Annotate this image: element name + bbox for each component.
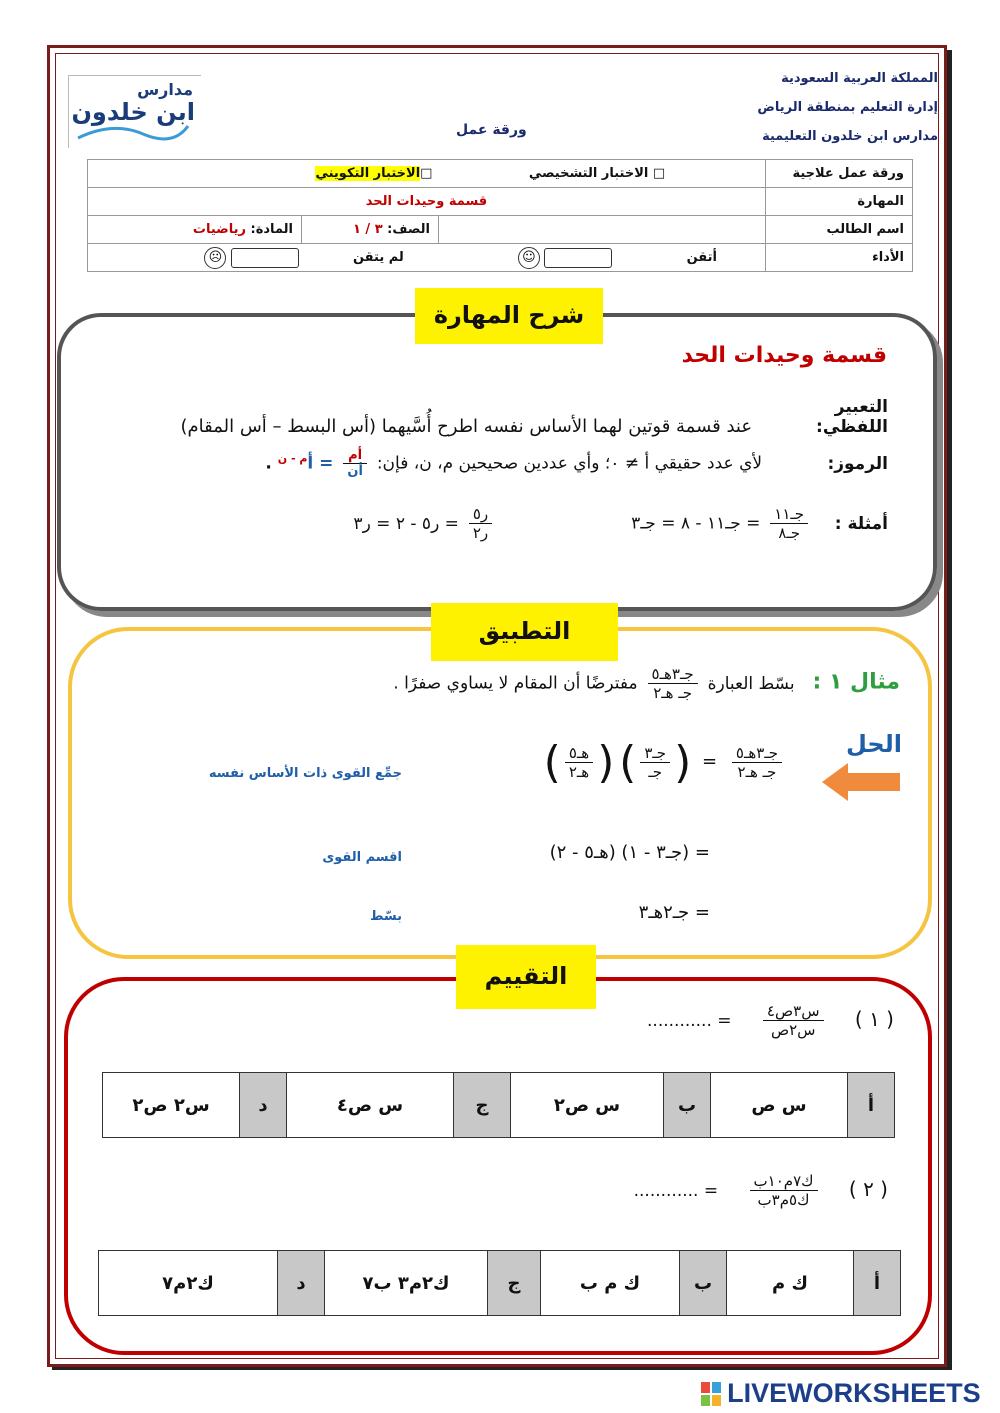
step-1-num: جـ٣هـ٥ — [732, 744, 782, 763]
step-2-expression: = (جـ٣ - ١) (هـ٥ - ٢) — [549, 842, 710, 863]
step-1-factor-2 — [565, 744, 593, 781]
formative-label: الاختبار التكويني — [315, 166, 421, 181]
info-table — [87, 159, 913, 272]
solution-step-1: $\frac{\text{جـ٣هـ٥}}{\text{جـ هـ٢}}$ = ( $\frac{\text{جـ٣}}{\text{جـ}}$ ) ( $\frac{\text{هـ٥}}{\text{هـ٢}}$ ) — [544, 737, 786, 788]
q2-option-d[interactable]: ك٢م٧ — [99, 1251, 278, 1316]
q2-option-a[interactable]: ك م — [727, 1251, 854, 1316]
mastered-label: أتقن — [686, 250, 717, 265]
q1-option-d-value[interactable]: س٢ ص٢ — [103, 1073, 240, 1138]
question-fraction — [648, 665, 698, 702]
sheet-title: ورقة عمل — [456, 122, 527, 138]
example-2-fraction — [469, 505, 492, 542]
subject-label: المادة: — [250, 222, 293, 237]
liveworksheets-logo-icon — [700, 1381, 722, 1407]
example-2-num: ر٥ — [469, 505, 492, 524]
diagnostic-checkbox[interactable]: □ — [652, 166, 666, 181]
assumption-text: مفترضًا أن المقام لا يساوي صفرًا . — [393, 673, 638, 694]
step-2-note: اقسم القوى — [322, 850, 402, 865]
header-school: مدارس ابن خلدون التعليمية — [762, 129, 938, 144]
performance-label: الأداء — [766, 244, 913, 272]
question-2-options — [98, 1250, 901, 1316]
frame-shadow-right — [947, 50, 952, 1370]
q1-option-a[interactable]: س ص — [711, 1073, 848, 1138]
question-1-fraction — [763, 1002, 824, 1039]
examples-label: أمثلة : — [834, 513, 888, 534]
example-1 — [502, 505, 812, 542]
example-label: مثال ١ : — [812, 669, 900, 695]
happy-face-icon: ☺ — [518, 247, 540, 269]
skill-label: المهارة — [766, 188, 913, 216]
example-1-rest: = جـ١١ - ٨ = جـ٣ — [631, 513, 761, 534]
student-name-field[interactable] — [439, 216, 766, 244]
q2-option-d-label: د — [278, 1251, 325, 1316]
q1-option-c-label: ج — [454, 1073, 511, 1138]
example-1-den: جـ٨ — [778, 524, 801, 542]
info-test-options — [88, 160, 766, 188]
logo-main-text: ابن خلدون — [71, 98, 195, 126]
info-row-type — [88, 160, 913, 188]
verbal-text: عند قسمة قوتين لهما الأساس نفسه اطرح أُسَّيهما (أس البسط – أس المقام) — [180, 416, 753, 437]
simplify-word: بسّط العبارة — [707, 673, 795, 694]
not-mastered-label: لم يتقن — [352, 250, 404, 265]
question-1-number: ( ١ ) — [854, 1006, 894, 1031]
info-row-skill — [88, 188, 913, 216]
explanation-title: قسمة وحيدات الحد — [681, 343, 887, 368]
question-2-fraction — [750, 1172, 818, 1209]
question-num: جـ٣هـ٥ — [648, 665, 698, 684]
header-administration: إدارة التعليم بمنطقة الرياض — [757, 100, 938, 115]
symbols-fraction-den: أن — [347, 464, 363, 479]
footer-brand — [700, 1378, 981, 1406]
step-1-factor-1-num: جـ٣ — [640, 744, 670, 763]
examples-row — [88, 505, 888, 542]
question-2 — [634, 1172, 888, 1209]
q2-option-b-label: ب — [680, 1251, 727, 1316]
info-type-label: ورقة عمل علاجية — [766, 160, 913, 188]
question-1 — [647, 1002, 894, 1039]
example-question-row — [200, 665, 900, 702]
step-1-fraction — [732, 744, 782, 781]
question-2-options-row — [99, 1251, 901, 1316]
verbal-label: التعبير اللفظي: — [816, 397, 888, 437]
q2-option-c[interactable]: ك٢م٣ ب٧ — [325, 1251, 488, 1316]
step-3-expression: = جـ٢هـ٣ — [638, 902, 710, 923]
application-tag: التطبيق — [431, 603, 618, 661]
formative-checkbox[interactable]: □ — [420, 166, 433, 181]
step-1-factor-2-num: هـ٥ — [565, 744, 593, 763]
q2-option-b[interactable]: ك م ب — [541, 1251, 680, 1316]
q1-option-a-label: أ — [848, 1073, 895, 1138]
solution-label: الحل — [846, 730, 902, 758]
school-logo — [68, 75, 201, 148]
mastered-input[interactable] — [544, 248, 612, 268]
q1-option-d[interactable]: س ص٤ — [287, 1073, 454, 1138]
question-den: جـ هـ٢ — [653, 684, 692, 702]
question-2-den: ك٥م٣ب — [757, 1191, 810, 1209]
subject-cell — [88, 216, 302, 244]
logo-top-text: مدارس — [137, 80, 193, 99]
q1-option-d-label: د — [240, 1073, 287, 1138]
symbols-row — [88, 448, 888, 479]
step-1-factor-2-den: هـ٢ — [568, 763, 590, 781]
question-1-options-row — [103, 1073, 895, 1138]
example-1-fraction — [770, 505, 808, 542]
explanation-tag: شرح المهارة — [415, 288, 603, 344]
question-2-num: ك٧م١٠ب — [750, 1172, 818, 1191]
symbols-fraction-num: أم — [343, 448, 367, 464]
header-kingdom: المملكة العربية السعودية — [781, 71, 938, 86]
question-1-num: س٣ص٤ — [763, 1002, 824, 1021]
question-1-options — [102, 1072, 895, 1138]
step-1-note: جمِّع القوى ذات الأساس نفسه — [208, 766, 402, 781]
subject-value: رياضيات — [192, 222, 246, 237]
q2-option-a-label: أ — [854, 1251, 901, 1316]
q1-option-b-label: ب — [664, 1073, 711, 1138]
question-2-number: ( ٢ ) — [848, 1176, 888, 1201]
example-2 — [353, 505, 496, 542]
symbols-text: لأي عدد حقيقي أ ≠ ٠؛ وأي عددين صحيحين م، ن، فإن: — [376, 453, 763, 474]
q2-option-c-label: ج — [488, 1251, 541, 1316]
example-2-den: ر٢ — [472, 524, 489, 542]
logo-swoosh-icon — [73, 116, 193, 146]
step-1-den: جـ هـ٢ — [737, 763, 777, 781]
verbal-row — [88, 397, 888, 437]
diagnostic-label: الاختبار التشخيصي — [528, 166, 649, 181]
sad-face-icon: ☹ — [204, 247, 226, 269]
q1-option-b[interactable]: س ص٢ — [511, 1073, 664, 1138]
step-1-factor-1 — [640, 744, 670, 781]
symbols-label: الرموز: — [827, 453, 888, 474]
step-1-equals: = — [702, 751, 718, 772]
info-row-performance — [88, 244, 913, 272]
assessment-tag: التقييم — [456, 945, 596, 1009]
grade-value: ٣ / ١ — [352, 222, 383, 237]
example-2-rest: = ر٥ - ٢ = ر٣ — [353, 513, 459, 534]
question-2-blank[interactable]: = ............ — [633, 1180, 719, 1201]
symbols-equals: = أ — [307, 453, 334, 474]
question-1-den: س٢ص — [770, 1021, 816, 1039]
grade-label: الصف: — [387, 222, 430, 237]
info-row-student — [88, 216, 913, 244]
grade-cell — [302, 216, 439, 244]
footer-brand-text: LIVEWORKSHEETS — [727, 1378, 981, 1408]
symbols-period: . — [265, 453, 272, 474]
symbols-exponent: م - ن — [277, 451, 308, 465]
example-1-num: جـ١١ — [770, 505, 808, 524]
not-mastered-input[interactable] — [231, 248, 299, 268]
left-arrow-icon — [822, 763, 902, 801]
performance-options — [88, 244, 766, 272]
student-label: اسم الطالب — [766, 216, 913, 244]
skill-value: قسمة وحيدات الحد — [88, 188, 766, 216]
question-1-blank[interactable]: = ............ — [647, 1010, 732, 1031]
symbols-fraction — [343, 448, 367, 479]
header-block — [638, 64, 938, 151]
step-1-factor-1-den: جـ — [648, 763, 663, 781]
step-3-note: بسّط — [369, 909, 402, 924]
